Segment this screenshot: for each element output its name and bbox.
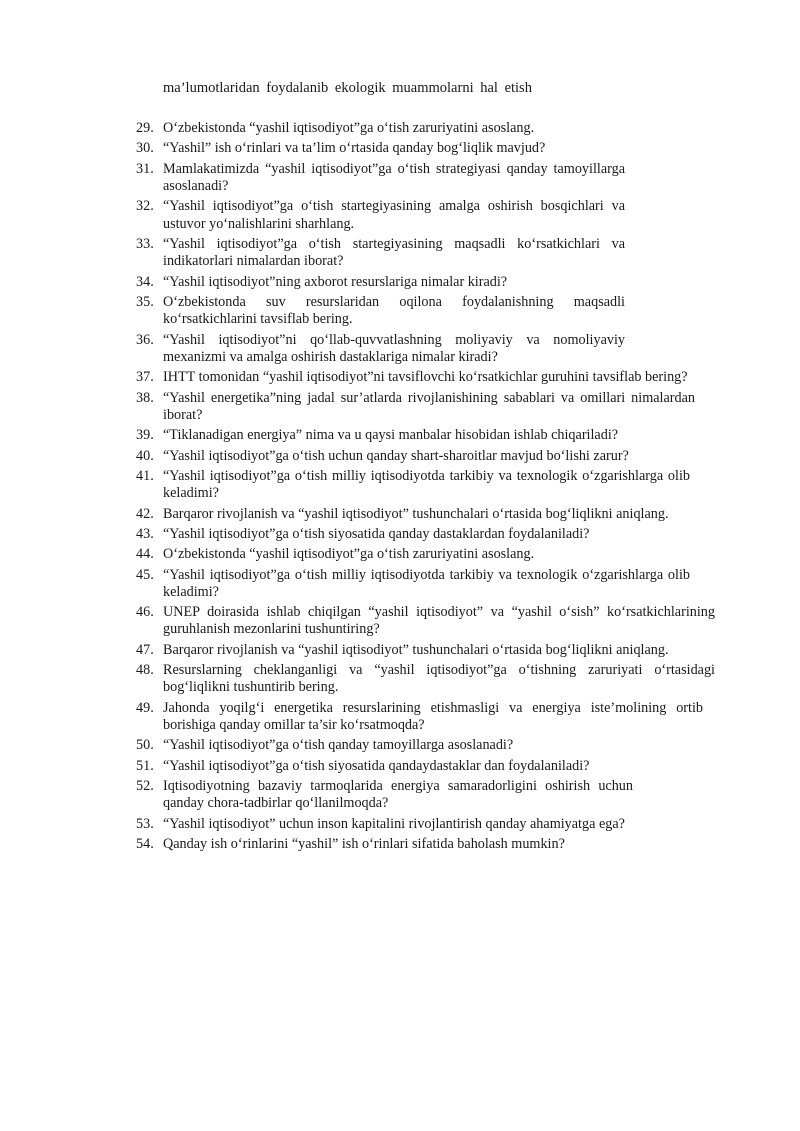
question-number: 32. [136, 198, 154, 215]
question-text: “Yashil iqtisodiyot” uchun inson kapitalini rivojlantirish qanday ahamiyatga ega? [163, 815, 625, 832]
question-item [136, 526, 716, 543]
question-number: 44. [136, 546, 154, 563]
question-list [136, 120, 716, 857]
question-number: 37. [136, 369, 154, 386]
question-number: 35. [136, 293, 154, 310]
question-text: “Tiklanadigan energiya” nima va u qaysi manbalar hisobidan ishlab chiqariladi? [163, 427, 619, 444]
question-text: “Yashil iqtisodiyot”ga o‘tish milliy iqtisodiyotda tarkibiy va texnologik o‘zgarishlarga olib keladimi? [163, 566, 690, 600]
question-number: 48. [136, 662, 154, 679]
question-text: “Yashil iqtisodiyot”ga o‘tish uchun qanday shart-sharoitlar mavjud bo‘lishi zarur? [163, 447, 629, 464]
continuation-line: ma’lumotlaridan foydalanib ekologik muammolarni hal etish [163, 80, 532, 96]
question-item [136, 836, 716, 853]
question-text: “Yashil energetika”ning jadal sur’atlarda rivojlanishining sabablari va omillari nimalardan iborat? [163, 389, 695, 423]
question-item [136, 332, 716, 366]
question-text: Barqaror rivojlanish va “yashil iqtisodiyot” tushunchalari o‘rtasida bog‘liqlikni aniqlang. [163, 641, 669, 658]
question-item [136, 369, 716, 386]
question-text: “Yashil iqtisodiyot”ni qo‘llab-quvvatlashning moliyaviy va nomoliyaviy mexanizmi va amalga oshirish dastaklariga nimalar kiradi? [163, 331, 625, 365]
question-text: O‘zbekistonda “yashil iqtisodiyot”ga o‘tish zaruriyatini asoslang. [163, 546, 535, 563]
question-number: 31. [136, 160, 154, 177]
question-item [136, 816, 716, 833]
question-number: 52. [136, 778, 154, 795]
question-number: 29. [136, 120, 154, 136]
question-item [136, 737, 716, 754]
question-number: 34. [136, 273, 154, 290]
question-item [136, 274, 716, 291]
question-text: “Yashil” ish o‘rinlari va ta’lim o‘rtasida qanday bog‘liqlik mavjud? [163, 140, 546, 157]
question-text: Qanday ish o‘rinlarini “yashil” ish o‘rinlari sifatida baholash mumkin? [163, 836, 565, 853]
question-number: 30. [136, 140, 154, 157]
question-item [136, 198, 716, 232]
question-text: IHTT tomonidan “yashil iqtisodiyot”ni tavsiflovchi ko‘rsatkichlar guruhini tavsiflab bering? [163, 369, 688, 386]
question-item [136, 390, 716, 424]
question-text: Jahonda yoqilg‘i energetika resurslarining etishmasligi va energiya iste’molining ortib borishiga qanday omillar ta’sir ko‘rsatmoqda? [163, 699, 703, 734]
question-text: UNEP doirasida ishlab chiqilgan “yashil iqtisodiyot” va “yashil o‘sish” ko‘rsatkichlarining guruhlanish mezonlarini tushuntiring? [163, 604, 715, 638]
question-item [136, 546, 716, 563]
question-text: “Yashil iqtisodiyot”ga o‘tish startegiyasining amalga oshirish bosqichlari va ustuvor yo‘nalishlarini sharhlang. [163, 198, 625, 232]
question-text: “Yashil iqtisodiyot”ning axborot resurslariga nimalar kiradi? [163, 273, 508, 290]
question-item [136, 662, 716, 696]
question-number: 39. [136, 427, 154, 444]
question-item [136, 140, 716, 157]
question-number: 51. [136, 757, 154, 774]
question-text: Barqaror rivojlanish va “yashil iqtisodiyot” tushunchalari o‘rtasida bog‘liqlikni aniqlang. [163, 505, 669, 522]
question-number: 43. [136, 525, 154, 542]
question-text: “Yashil iqtisodiyot”ga o‘tish startegiyasining maqsadli ko‘rsatkichlari va indikatorlari nimalardan iborat? [163, 235, 625, 270]
question-item [136, 468, 716, 502]
question-text: “Yashil iqtisodiyot”ga o‘tish siyosatida qanday dastaklardan foydalaniladi? [163, 525, 590, 542]
question-text: Mamlakatimizda “yashil iqtisodiyot”ga o‘tish strategiyasi qanday tamoyillarga asoslanadi? [163, 160, 625, 194]
question-text: Resurslarning cheklanganligi va “yashil iqtisodiyot”ga o‘tishning zaruriyati o‘rtasidagi bog‘liqlikni tushuntirib bering. [163, 662, 715, 696]
question-number: 50. [136, 737, 154, 754]
question-number: 36. [136, 331, 154, 348]
question-text: “Yashil iqtisodiyot”ga o‘tish milliy iqtisodiyotda tarkibiy va texnologik o‘zgarishlarga olib keladimi? [163, 467, 690, 502]
question-text: Iqtisodiyotning bazaviy tarmoqlarida energiya samaradorligini oshirish uchun qanday chora-tadbirlar qo‘llanilmoqda? [163, 778, 633, 812]
question-number: 42. [136, 505, 154, 522]
question-number: 45. [136, 566, 154, 583]
question-item [136, 700, 716, 734]
question-text: “Yashil iqtisodiyot”ga o‘tish qanday tamoyillarga asoslanadi? [163, 737, 514, 754]
question-number: 41. [136, 467, 154, 484]
question-number: 47. [136, 641, 154, 658]
question-number: 38. [136, 389, 154, 406]
question-text: O‘zbekistonda suv resurslaridan oqilona foydalanishning maqsadli ko‘rsatkichlarini tavsiflab bering. [163, 293, 625, 328]
question-number: 53. [136, 815, 154, 832]
question-number: 49. [136, 699, 154, 716]
question-item [136, 567, 716, 601]
question-number: 46. [136, 604, 154, 621]
question-number: 54. [136, 836, 154, 853]
question-item [136, 758, 716, 775]
question-number: 33. [136, 235, 154, 252]
question-item [136, 778, 716, 812]
question-item [136, 120, 716, 137]
question-item [136, 642, 716, 659]
question-number: 40. [136, 447, 154, 464]
question-item [136, 161, 716, 195]
question-item [136, 236, 716, 270]
question-text: “Yashil iqtisodiyot”ga o‘tish siyosatida qandaydastaklar dan foydalaniladi? [163, 757, 590, 774]
question-item [136, 427, 716, 444]
question-text: O‘zbekistonda “yashil iqtisodiyot”ga o‘tish zaruriyatini asoslang. [163, 120, 535, 136]
question-item [136, 506, 716, 523]
question-item [136, 448, 716, 465]
question-item [136, 604, 716, 638]
question-item [136, 294, 716, 328]
